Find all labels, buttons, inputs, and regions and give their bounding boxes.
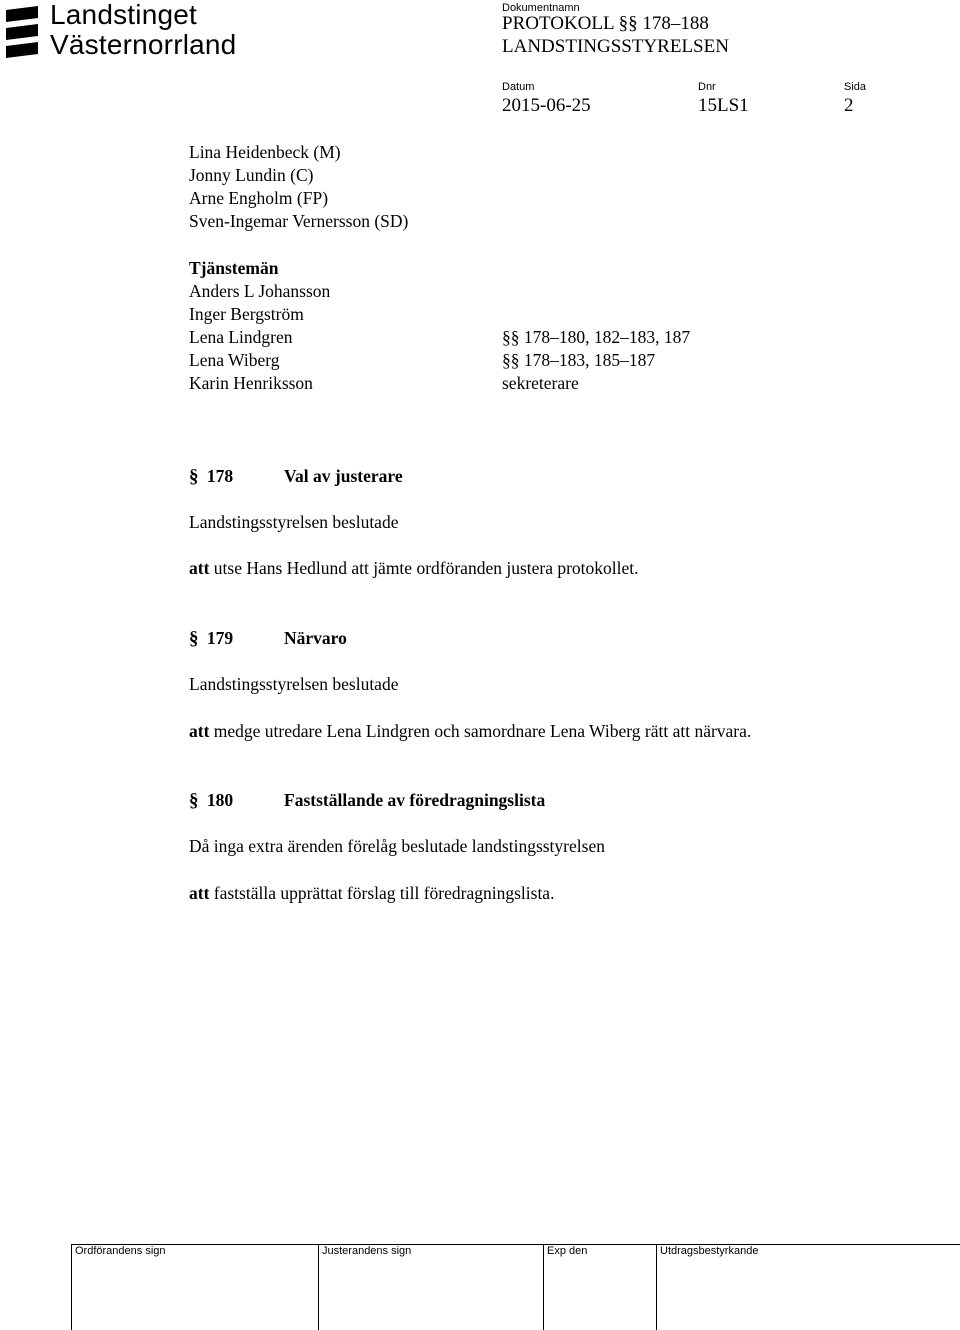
- decision-text: utse Hans Hedlund att jämte ordföranden justera protokollet.: [213, 558, 639, 578]
- section-intro: Landstingsstyrelsen beslutade: [189, 674, 399, 694]
- dnr-value: 15LS1: [698, 95, 749, 116]
- doc-name-label: Dokumentnamn: [502, 2, 580, 14]
- chair-sign-label: Ordförandens sign: [75, 1245, 166, 1257]
- section-number: 180: [206, 790, 234, 810]
- section-symbol: §: [189, 628, 199, 649]
- section-decision: [189, 720, 751, 743]
- footer-divider: [318, 1244, 319, 1330]
- att-keyword: att: [189, 883, 210, 903]
- section-decision: [189, 557, 639, 580]
- section-heading-180: [189, 789, 233, 812]
- footer-rule: [71, 1244, 960, 1245]
- official-name: Lena Wiberg: [189, 350, 280, 370]
- certifier-label: Utdragsbestyrkande: [660, 1245, 759, 1257]
- official-name: Lena Lindgren: [189, 327, 293, 347]
- logo-mark-icon: [2, 4, 42, 64]
- att-keyword: att: [189, 721, 210, 741]
- official-name: Inger Bergström: [189, 304, 304, 324]
- attendee-item: Sven-Ingemar Vernersson (SD): [189, 211, 409, 231]
- page-value: 2: [844, 95, 854, 116]
- officials-list: [189, 280, 330, 395]
- doc-title-line-2: LANDSTINGSSTYRELSEN: [502, 36, 729, 57]
- attendee-item: Jonny Lundin (C): [189, 165, 314, 185]
- attendee-list: [189, 141, 408, 233]
- section-symbol: §: [189, 790, 199, 811]
- section-title: Val av justerare: [284, 466, 403, 486]
- section-number: 179: [206, 628, 234, 648]
- official-role: sekreterare: [502, 373, 579, 393]
- page-label: Sida: [844, 81, 867, 93]
- footer-divider: [543, 1244, 544, 1330]
- exp-date-label: Exp den: [547, 1245, 588, 1257]
- section-intro: Landstingsstyrelsen beslutade: [189, 512, 399, 532]
- footer-divider: [71, 1244, 72, 1330]
- landstinget-logo: [0, 0, 280, 66]
- attendee-item: Lina Heidenbeck (M): [189, 142, 341, 162]
- date-label: Datum: [502, 81, 535, 93]
- decision-text: medge utredare Lena Lindgren och samordnare Lena Wiberg rätt att närvara.: [213, 721, 752, 741]
- section-title: Närvaro: [284, 628, 347, 648]
- officials-heading: Tjänstemän: [189, 258, 279, 278]
- footer-divider: [656, 1244, 657, 1330]
- official-name: Anders L Johansson: [189, 281, 331, 301]
- logo-line-1: Landstinget: [50, 0, 197, 30]
- logo-line-2: Västernorrland: [50, 29, 237, 60]
- section-symbol: §: [189, 466, 199, 487]
- section-intro: Då inga extra ärenden förelåg beslutade landstingsstyrelsen: [189, 836, 605, 856]
- doc-title-line-1: PROTOKOLL §§ 178–188: [502, 13, 709, 34]
- section-heading-179: [189, 627, 233, 650]
- official-name: Karin Henriksson: [189, 373, 313, 393]
- logo-text: [50, 0, 236, 60]
- section-decision: [189, 882, 554, 905]
- att-keyword: att: [189, 558, 210, 578]
- attendee-item: Arne Engholm (FP): [189, 188, 329, 208]
- section-heading-178: [189, 465, 233, 488]
- section-title: Fastställande av föredragningslista: [284, 790, 546, 810]
- official-role: §§ 178–183, 185–187: [502, 350, 656, 370]
- date-value: 2015-06-25: [502, 95, 591, 116]
- dnr-label: Dnr: [698, 81, 716, 93]
- adjuster-sign-label: Justerandens sign: [322, 1245, 412, 1257]
- decision-text: fastställa upprättat förslag till föredragningslista.: [213, 883, 555, 903]
- section-number: 178: [206, 466, 234, 486]
- officials-roles: [502, 326, 690, 395]
- official-role: §§ 178–180, 182–183, 187: [502, 327, 691, 347]
